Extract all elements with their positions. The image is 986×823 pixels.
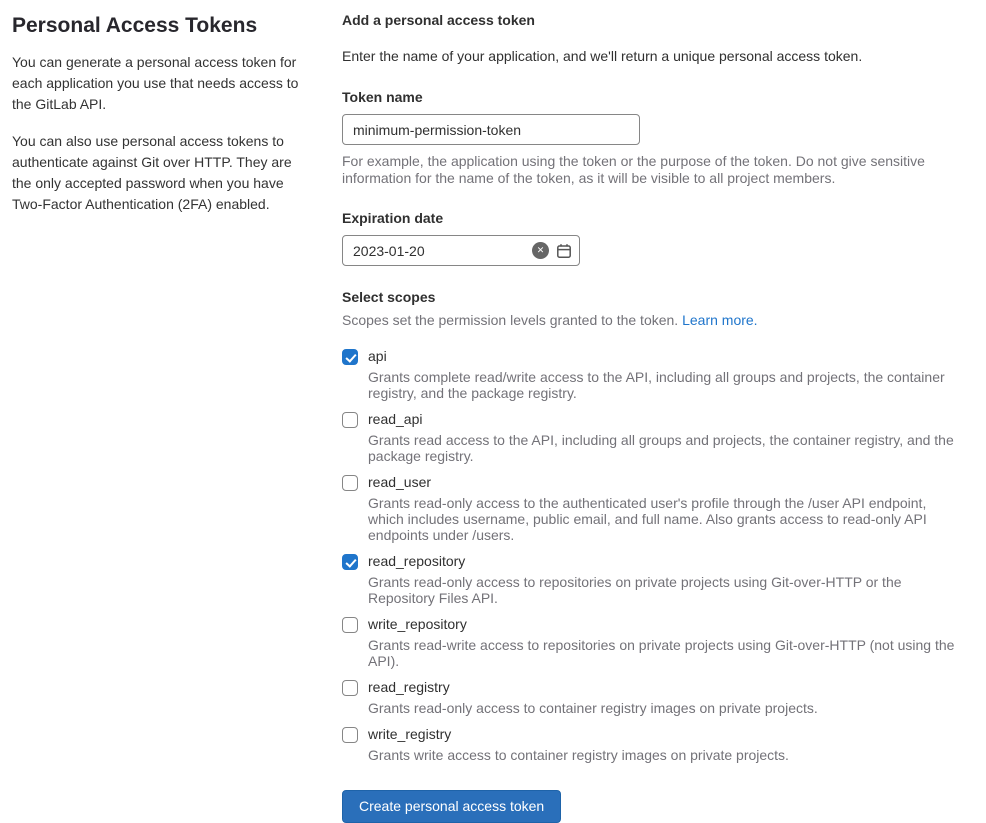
- scope-row: [342, 347, 964, 401]
- scope-checkbox-read_api[interactable]: [342, 412, 358, 428]
- token-name-input[interactable]: [342, 114, 640, 145]
- scope-description: Grants read-only access to container registry images on private projects.: [368, 700, 818, 717]
- scope-checkbox-write_registry[interactable]: [342, 727, 358, 743]
- form-heading: Add a personal access token: [342, 12, 535, 28]
- scope-row: [342, 552, 964, 606]
- scope-row: [342, 725, 964, 763]
- scope-row: [342, 615, 964, 669]
- select-scopes-label: Select scopes: [342, 289, 436, 306]
- calendar-icon[interactable]: [556, 243, 572, 259]
- intro-paragraph-1: You can generate a personal access token for each application you use that needs access to the GitLab API.: [12, 54, 299, 113]
- scope-label[interactable]: write_registry: [368, 726, 452, 743]
- scope-checkbox-read_repository[interactable]: [342, 554, 358, 570]
- scope-checkbox-read_registry[interactable]: [342, 680, 358, 696]
- intro-paragraph-2: You can also use personal access tokens to authenticate against Git over HTTP. They are the only accepted password when you have Two-Factor Authentication (2FA) enabled.: [12, 133, 292, 213]
- scope-label[interactable]: read_registry: [368, 679, 450, 696]
- form-subheading: Enter the name of your application, and we'll return a unique personal access token.: [342, 47, 863, 64]
- scope-checkbox-read_user[interactable]: [342, 475, 358, 491]
- scope-list: [342, 347, 964, 763]
- scope-row: [342, 678, 964, 716]
- token-name-section: [342, 88, 964, 187]
- expiration-date-label: Expiration date: [342, 210, 444, 227]
- scopes-help-text: [342, 311, 964, 331]
- select-scopes-section: [342, 288, 964, 823]
- token-name-help: For example, the application using the token or the purpose of the token. Do not give sensitive information for the name of the token, as it will be visible to all project members.: [342, 153, 925, 187]
- page-title: Personal Access Tokens: [12, 14, 258, 37]
- scope-label[interactable]: read_user: [368, 474, 432, 491]
- scope-label[interactable]: read_repository: [368, 553, 466, 570]
- scope-checkbox-api[interactable]: [342, 349, 358, 365]
- settings-description-column: [12, 12, 312, 823]
- token-name-label: Token name: [342, 89, 423, 106]
- scopes-help-sentence: Scopes set the permission levels granted to the token.: [342, 311, 679, 328]
- create-token-button[interactable]: Create personal access token: [342, 790, 561, 823]
- scope-row: [342, 473, 964, 543]
- scope-description: Grants read access to the API, including all groups and projects, the container registry, and the package registry.: [368, 432, 954, 465]
- learn-more-link[interactable]: Learn more.: [682, 311, 758, 328]
- scope-description: Grants read-only access to the authenticated user's profile through the /user API endpoint, which includes username, public email, and full name. Also grants access to read-only API endpoints under /users.: [368, 495, 927, 544]
- clear-date-icon[interactable]: ✕: [532, 242, 549, 259]
- scope-description: Grants write access to container registry images on private projects.: [368, 747, 789, 764]
- scope-description: Grants complete read/write access to the API, including all groups and projects, the container registry, and the package registry.: [368, 369, 945, 402]
- scope-description: Grants read-only access to repositories on private projects using Git-over-HTTP or the Repository Files API.: [368, 574, 902, 607]
- scope-checkbox-write_repository[interactable]: [342, 617, 358, 633]
- scope-row: [342, 410, 964, 464]
- scope-label[interactable]: write_repository: [368, 616, 467, 633]
- add-token-form: [342, 12, 964, 823]
- scope-description: Grants read-write access to repositories on private projects using Git-over-HTTP (not using the API).: [368, 637, 955, 670]
- scope-label[interactable]: read_api: [368, 411, 423, 428]
- expiration-date-section: [342, 209, 964, 266]
- scope-label[interactable]: api: [368, 348, 387, 365]
